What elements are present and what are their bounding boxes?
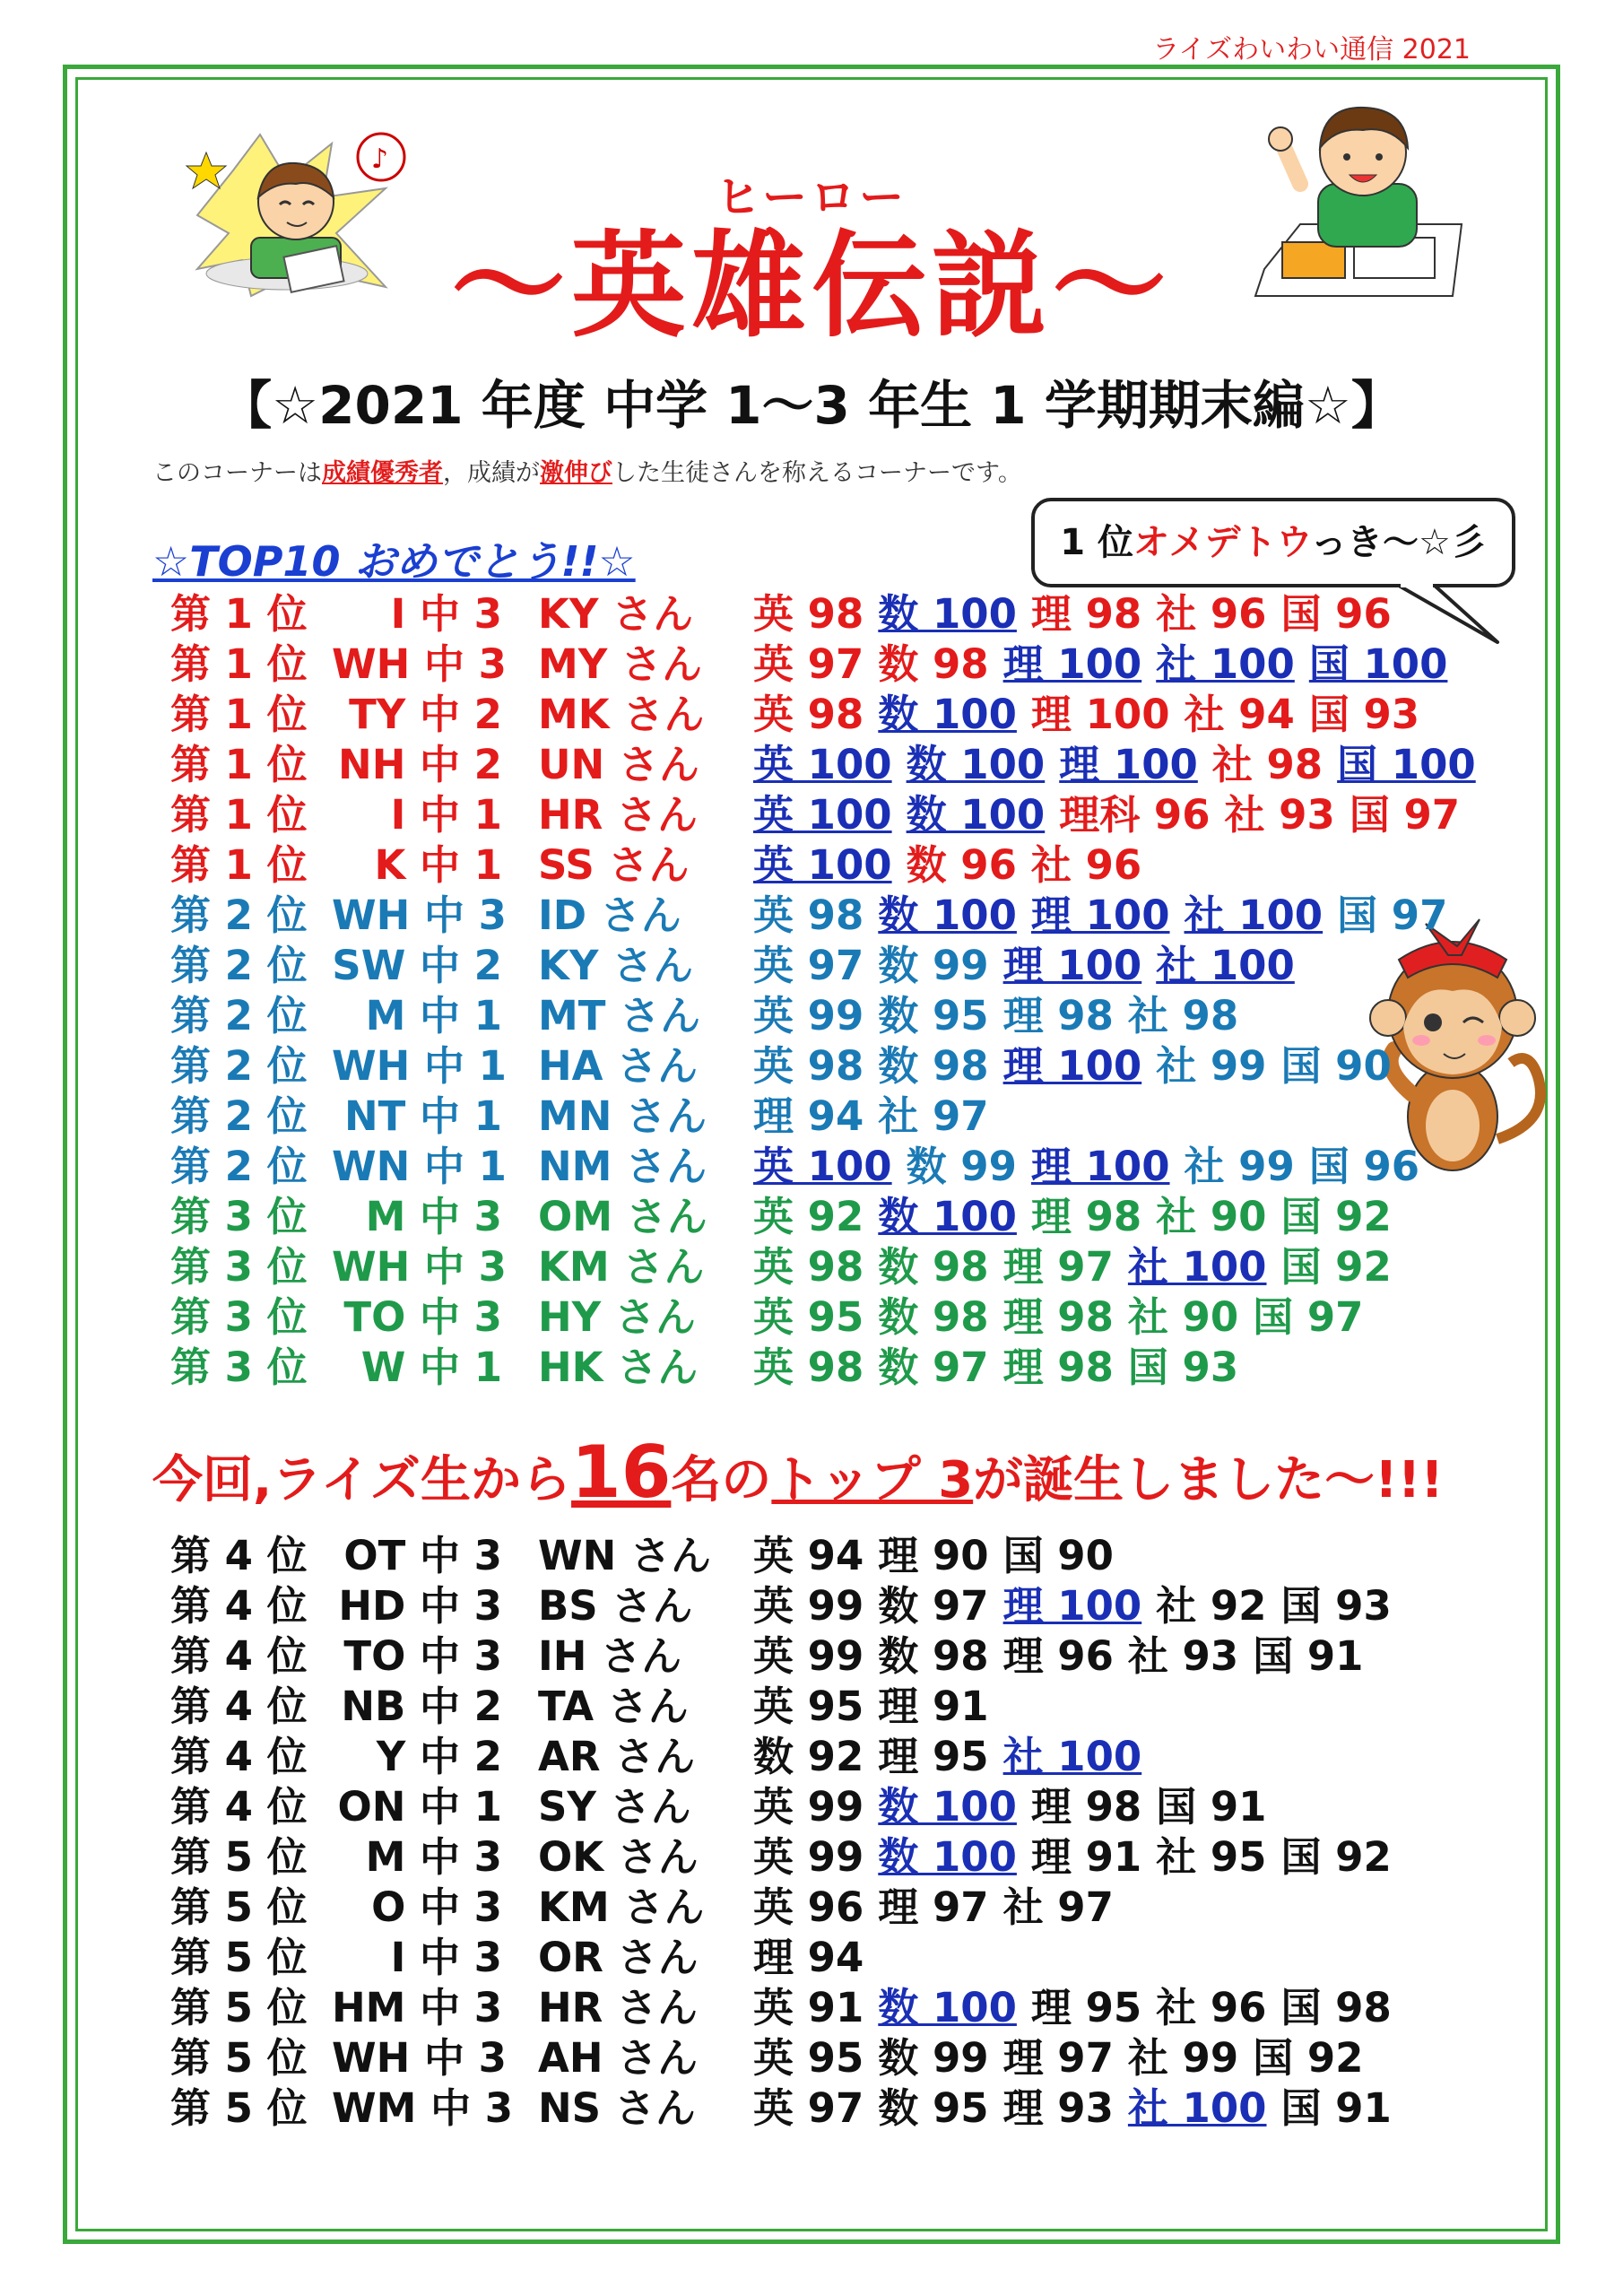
student-name: OM さん [538,1193,707,1240]
school-label: WN 中 1 [332,1143,507,1190]
rank-label: 第 3 位 [170,1193,308,1240]
score: 数 99 [878,942,989,989]
score: 数 97 [878,1582,989,1630]
school-label: HD 中 3 [338,1582,502,1630]
score: 英 92 [753,1193,864,1240]
score-perfect: 理 100 [1030,891,1170,939]
school-label: I 中 1 [390,791,502,839]
student-name: TA さん [538,1683,689,1730]
student-name: NS さん [538,2084,696,2132]
score-perfect: 数 100 [878,691,1017,738]
score: 理 95 [1030,1984,1142,2031]
score: 国 93 [1127,1344,1239,1391]
score: 数 98 [878,1042,989,1090]
score: 国 93 [1280,1582,1392,1630]
student-name: KM さん [538,1243,705,1291]
rank-label: 第 2 位 [170,992,308,1039]
score-perfect: 理 100 [1030,1143,1170,1190]
student-name: BS さん [538,1582,693,1630]
student-name: KM さん [538,1883,705,1931]
score-perfect: 英 100 [753,791,892,839]
top10-heading: ☆TOP10 おめでとう!!☆ [152,537,636,586]
score: 理 98 [1002,992,1114,1039]
school-label: WM 中 3 [332,2084,514,2132]
student-name: HR さん [538,1984,698,2031]
school-label: WH 中 3 [332,891,507,939]
score: 社 98 [1127,992,1239,1039]
score: 社 94 [1184,691,1295,738]
score: 数 97 [878,1344,989,1391]
rank-label: 第 1 位 [170,791,308,839]
score: 国 96 [1280,590,1392,638]
score: 国 92 [1280,1193,1392,1240]
score: 社 96 [1156,1984,1267,2031]
score-perfect: 理 100 [1059,741,1198,788]
rank-label: 第 1 位 [170,640,308,688]
score: 国 98 [1280,1984,1392,2031]
school-label: TO 中 3 [343,1632,502,1680]
score: 理 98 [1002,1293,1114,1341]
score: 社 93 [1127,1632,1239,1680]
rank-label: 第 3 位 [170,1344,308,1391]
student-name: AH さん [538,2034,699,2082]
score: 英 98 [753,1344,864,1391]
score: 英 95 [753,1683,864,1730]
student-name: OK さん [538,1833,699,1881]
school-label: OT 中 3 [343,1532,502,1579]
bubble-red: オメデトウ [1133,522,1311,563]
score: 国 97 [1349,791,1461,839]
score: 数 96 [906,841,1017,889]
score: 社 92 [1156,1582,1267,1630]
scores [753,2075,1406,2134]
score: 社 98 [1211,741,1324,788]
school-label: NB 中 2 [341,1683,502,1730]
score-perfect: 英 100 [753,841,892,889]
score: 数 95 [878,2084,989,2132]
score-perfect: 社 100 [1127,1243,1267,1291]
rank-label: 第 2 位 [170,942,308,989]
score: 英 98 [753,590,864,638]
rank-label: 第 4 位 [170,1632,308,1680]
score-perfect: 英 100 [753,741,892,788]
score: 国 97 [1337,891,1448,939]
announce-number: 16 [571,1431,672,1514]
score: 英 95 [753,1293,864,1341]
school-label: M 中 3 [365,1833,502,1881]
score: 理 97 [1002,1243,1114,1291]
svg-text:♪: ♪ [371,144,389,175]
rank-label: 第 2 位 [170,1042,308,1090]
student-name: HA さん [538,1042,699,1090]
rank-label: 第 1 位 [170,590,308,638]
intro-highlight-excellent: 成績優秀者 [322,459,443,487]
score: 国 91 [1253,1632,1364,1680]
score: 国 90 [1280,1042,1392,1090]
intro-text [152,453,1022,488]
score: 理 94 [753,1934,864,1981]
score: 社 95 [1156,1833,1267,1881]
school-label: HM 中 3 [332,1984,503,2031]
announce-part1: 今回,ライズ生から [152,1451,572,1509]
score: 社 99 [1156,1042,1267,1090]
newsletter-title: ライズわいわい通信 2021 [1152,34,1471,65]
score-perfect: 数 100 [878,1984,1017,2031]
student-name: ID さん [538,891,681,939]
rank-label: 第 2 位 [170,891,308,939]
score: 英 97 [753,640,864,688]
score-perfect: 数 100 [878,1783,1017,1831]
score: 国 92 [1253,2034,1364,2082]
intro-part2: ，成績が [443,459,540,487]
score: 英 94 [753,1532,864,1579]
school-label: WH 中 3 [332,640,507,688]
student-name: KY さん [538,942,694,989]
score: 社 99 [1127,2034,1239,2082]
school-label: I 中 3 [390,1934,502,1981]
score: 社 90 [1127,1293,1239,1341]
student-name: MK さん [538,691,705,738]
speech-bubble [1031,498,1515,587]
intro-highlight-improved: 激伸び [540,459,612,487]
score: 英 98 [753,1243,864,1291]
score: 理 97 [1002,2034,1114,2082]
score: 社 93 [1224,791,1335,839]
score: 国 96 [1308,1143,1420,1190]
score: 英 98 [753,691,864,738]
score: 理 94 [753,1092,864,1140]
score: 英 91 [753,1984,864,2031]
score-perfect: 社 100 [1156,942,1295,989]
rank-label: 第 4 位 [170,1582,308,1630]
rank-label: 第 5 位 [170,1883,308,1931]
score: 理 98 [1030,1783,1142,1831]
school-label: ON 中 1 [337,1783,502,1831]
score-perfect: 社 100 [1184,891,1324,939]
rank-label: 第 5 位 [170,2034,308,2082]
school-label: SW 中 2 [332,942,502,989]
score: 社 96 [1030,841,1142,889]
score: 英 99 [753,992,864,1039]
score: 国 91 [1280,2084,1392,2132]
score: 国 92 [1280,1833,1392,1881]
rank-label: 第 5 位 [170,1833,308,1881]
score-perfect: 英 100 [753,1143,892,1190]
score-perfect: 社 100 [1156,640,1295,688]
rank-label: 第 3 位 [170,1243,308,1291]
school-label: W 中 1 [360,1344,502,1391]
student-name: MT さん [538,992,701,1039]
announce-part2: 名の [671,1451,772,1509]
student-name: MY さん [538,640,703,688]
score-perfect: 数 100 [878,590,1017,638]
school-label: WH 中 3 [332,1243,507,1291]
score: 理 98 [1030,590,1142,638]
rank-label: 第 5 位 [170,1934,308,1981]
score: 社 99 [1184,1143,1295,1190]
score: 理 97 [878,1883,989,1931]
rank-label: 第 5 位 [170,1984,308,2031]
score: 理 93 [1002,2084,1114,2132]
score-perfect: 理 100 [1002,1582,1142,1630]
rank-label: 第 4 位 [170,1532,308,1579]
school-label: M 中 1 [365,992,502,1039]
rank-label: 第 3 位 [170,1293,308,1341]
student-name: OR さん [538,1934,699,1981]
score: 理 98 [1030,1193,1142,1240]
score: 社 97 [878,1092,989,1140]
rank-label: 第 2 位 [170,1092,308,1140]
score: 社 97 [1002,1883,1114,1931]
score: 国 93 [1308,691,1420,738]
score-perfect: 国 100 [1308,640,1448,688]
score-perfect: 理 100 [1002,942,1142,989]
score: 理 100 [1030,691,1170,738]
rank-label: 第 5 位 [170,2084,308,2132]
score: 国 92 [1280,1243,1392,1291]
score-perfect: 数 100 [906,791,1046,839]
bubble-post: っき～☆彡 [1310,522,1487,563]
school-label: WH 中 3 [332,2034,507,2082]
score: 理 90 [878,1532,989,1579]
intro-part3: した生徒さんを称えるコーナーです。 [612,459,1022,487]
student-name: SY さん [538,1783,691,1831]
student-name: HR さん [538,791,698,839]
score-perfect: 理 100 [1002,1042,1142,1090]
rank-label: 第 1 位 [170,691,308,738]
school-label: I 中 3 [390,590,502,638]
student-name: SS さん [538,841,690,889]
announcement [152,1431,1444,1514]
intro-part1: このコーナーは [152,459,322,487]
score: 英 98 [753,1042,864,1090]
student-name: MN さん [538,1092,707,1140]
score: 数 95 [878,992,989,1039]
student-name: HK さん [538,1344,699,1391]
score-perfect: 国 100 [1337,741,1476,788]
score: 数 98 [878,1632,989,1680]
title-furigana: ヒーロー [716,171,907,223]
score: 英 99 [753,1632,864,1680]
scores [753,1335,1253,1393]
student-name: WN さん [538,1532,711,1579]
score: 英 96 [753,1883,864,1931]
rank-label: 第 4 位 [170,1783,308,1831]
score: 英 98 [753,891,864,939]
score-perfect: 数 100 [878,891,1017,939]
student-name: NM さん [538,1143,707,1190]
school-label: O 中 3 [371,1883,502,1931]
score: 社 96 [1156,590,1267,638]
score: 英 97 [753,942,864,989]
school-label: M 中 3 [365,1193,502,1240]
score: 英 99 [753,1582,864,1630]
score-perfect: 理 100 [1002,640,1142,688]
score-perfect: 数 100 [878,1193,1017,1240]
student-name: UN さん [538,741,699,788]
score: 国 97 [1253,1293,1364,1341]
score: 理 91 [1030,1833,1142,1881]
rank-label: 第 4 位 [170,1733,308,1780]
rank-label: 第 1 位 [170,841,308,889]
student-name: IH さん [538,1632,682,1680]
score: 数 92 [753,1733,864,1780]
announce-part3: が誕生しました～!!! [973,1451,1444,1509]
score: 数 99 [878,2034,989,2082]
student-name: KY さん [538,590,694,638]
student-name: AR さん [538,1733,696,1780]
bubble-pre: 1 位 [1060,522,1133,563]
score: 数 99 [906,1143,1017,1190]
score: 理科 96 [1059,791,1211,839]
school-label: WH 中 1 [332,1042,507,1090]
school-label: NT 中 1 [343,1092,502,1140]
score: 数 98 [878,640,989,688]
score: 英 97 [753,2084,864,2132]
score-perfect: 数 100 [906,741,1046,788]
score-perfect: 社 100 [1002,1733,1142,1780]
score: 理 95 [878,1733,989,1780]
score-perfect: 数 100 [878,1833,1017,1881]
page-title: ～英雄伝説～ [450,220,1172,353]
score: 理 98 [1002,1344,1114,1391]
school-label: TY 中 2 [349,691,502,738]
school-label: NH 中 2 [338,741,502,788]
score: 英 99 [753,1783,864,1831]
announce-highlight: トップ 3 [771,1451,974,1509]
score: 国 90 [1002,1532,1114,1579]
score-perfect: 社 100 [1127,2084,1267,2132]
student-name: HY さん [538,1293,696,1341]
score: 社 90 [1156,1193,1267,1240]
score: 数 98 [878,1243,989,1291]
page-subtitle: 【☆2021 年度 中学 1～3 年生 1 学期期末編☆】 [220,375,1403,436]
rank-label: 第 1 位 [170,741,308,788]
school-label: TO 中 3 [343,1293,502,1341]
score: 英 99 [753,1833,864,1881]
score: 英 95 [753,2034,864,2082]
school-label: K 中 1 [374,841,502,889]
rank-label: 第 2 位 [170,1143,308,1190]
rank-label: 第 4 位 [170,1683,308,1730]
score: 国 91 [1156,1783,1267,1831]
score: 理 96 [1002,1632,1114,1680]
school-label: Y 中 2 [376,1733,502,1780]
score: 数 98 [878,1293,989,1341]
score: 理 91 [878,1683,989,1730]
